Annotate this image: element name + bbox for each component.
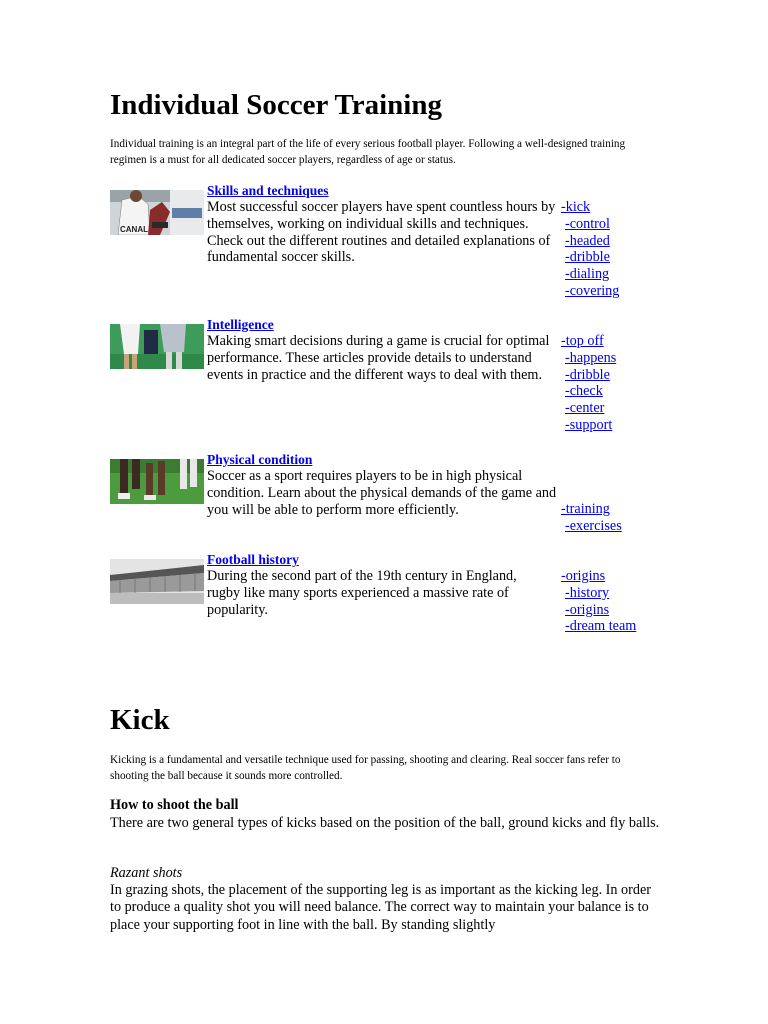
link-dream-team[interactable]: -dream team <box>565 618 637 635</box>
kick-paragraph-1: There are two general types of kicks based on the position of the ball, ground kicks and fly balls. <box>110 815 660 831</box>
link-kick[interactable]: -kick <box>561 199 591 215</box>
link-dribble-2[interactable]: -dribble <box>565 366 610 383</box>
heading-history[interactable]: Football history <box>207 552 299 567</box>
link-covering[interactable]: -covering <box>565 282 620 299</box>
link-dribble[interactable]: -dribble <box>565 249 610 266</box>
link-history[interactable]: -history <box>565 584 610 601</box>
links-intelligence <box>561 333 616 434</box>
kick-paragraph-2: In grazing shots, the placement of the supporting leg is as important as the kicking leg. In order to produce a quality shot you will need balance. The correct way to maintain your balance is to place your supporting foot in line with the ball. By standing slightly <box>110 882 651 933</box>
heading-skills[interactable]: Skills and techniques <box>207 183 329 198</box>
links-physical <box>561 501 622 535</box>
body-physical: Soccer as a sport requires players to be in high physical condition. Learn about the physical demands of the game and you will be able to perform more efficiently. <box>207 468 557 518</box>
intro-text: Individual training is an integral part of the life of every serious football player. Following a well-designed training regimen is a must for all dedicated soccer players, regardless of age or status. <box>110 138 626 166</box>
link-training[interactable]: -training <box>561 501 610 517</box>
physical-thumbnail <box>110 459 204 504</box>
heading-physical[interactable]: Physical condition <box>207 452 313 467</box>
links-skills <box>561 199 619 300</box>
skills-thumbnail <box>110 190 204 235</box>
link-control[interactable]: -control <box>565 215 610 232</box>
body-history: During the second part of the 19th century in England, rugby like many sports experienced a massive rate of popularity. <box>207 568 517 618</box>
link-support[interactable]: -support <box>565 416 613 433</box>
kick-subheading: How to shoot the ball <box>110 797 239 813</box>
link-origins-2[interactable]: -origins <box>565 601 610 618</box>
kick-subtitle: Razant shots <box>110 865 183 881</box>
link-dialing[interactable]: -dialing <box>565 266 610 283</box>
page-title: Individual Soccer Training <box>110 89 442 121</box>
body-intelligence: Making smart decisions during a game is crucial for optimal performance. These articles provide details to understand events in practice and the different ways to deal with them. <box>207 333 550 383</box>
link-happens[interactable]: -happens <box>565 349 617 366</box>
intelligence-thumbnail <box>110 324 204 369</box>
link-origins[interactable]: -origins <box>561 568 606 584</box>
link-center[interactable]: -center <box>565 400 605 417</box>
kick-title: Kick <box>110 704 170 736</box>
link-exercises[interactable]: -exercises <box>565 517 622 534</box>
link-headed[interactable]: -headed <box>565 232 610 249</box>
heading-intelligence[interactable]: Intelligence <box>207 317 274 332</box>
sponsor-text: CANAL <box>120 225 148 234</box>
links-history <box>561 568 636 635</box>
link-top-off[interactable]: -top off <box>561 333 604 349</box>
body-skills: Most successful soccer players have spent countless hours by themselves, working on individual skills and techniques. Check out the different routines and detailed explanations of fundamental soccer skills. <box>207 199 556 266</box>
link-check[interactable]: -check <box>565 383 603 400</box>
history-thumbnail <box>110 559 204 604</box>
kick-intro: Kicking is a fundamental and versatile technique used for passing, shooting and clearing. Real soccer fans refer to shooting the ball because it sounds more controlled. <box>110 754 621 782</box>
